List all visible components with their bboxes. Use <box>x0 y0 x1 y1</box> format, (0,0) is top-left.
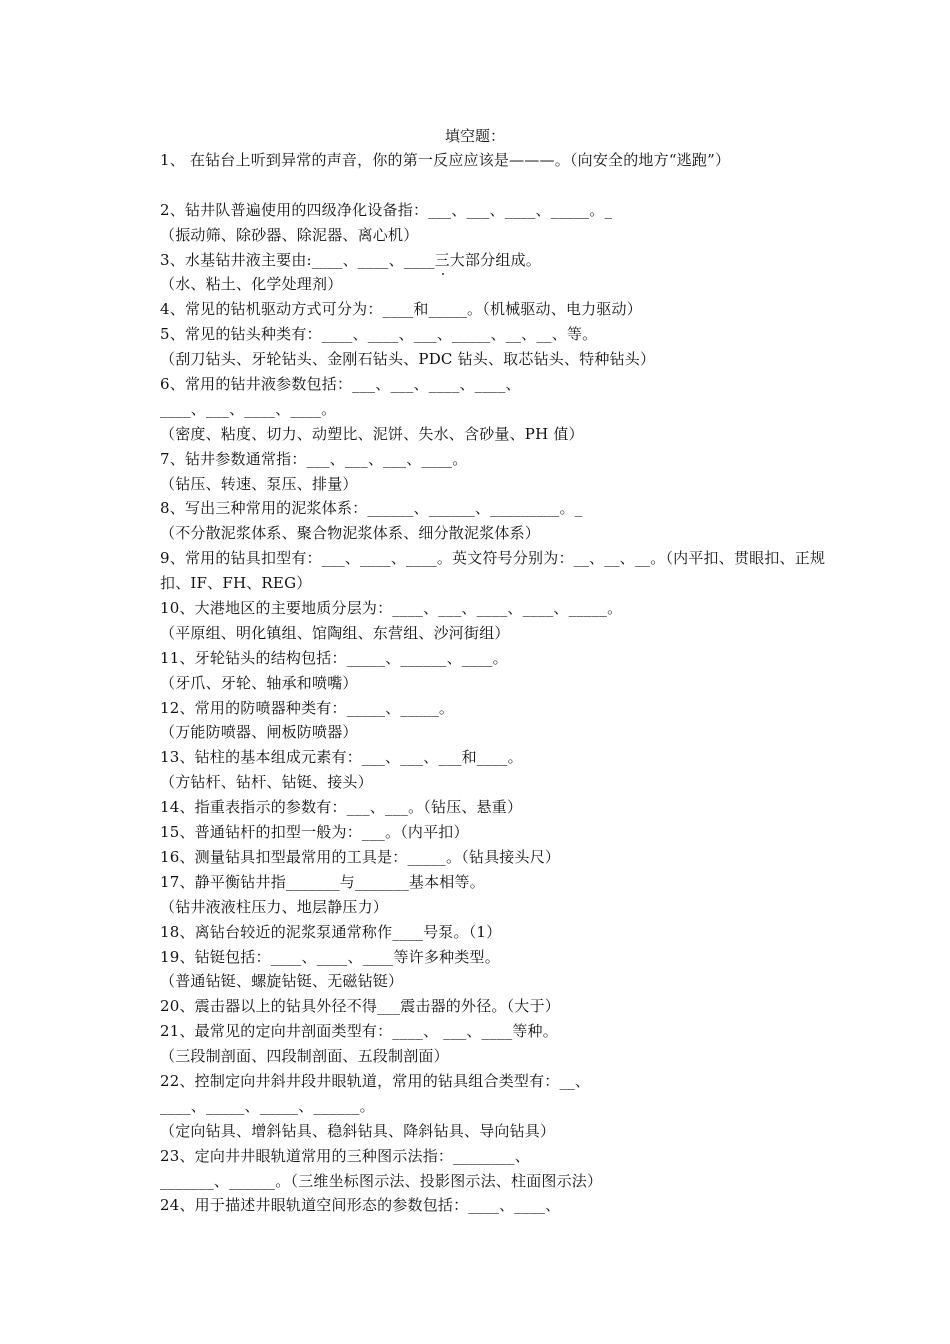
page-title: 填空题： <box>444 127 505 145</box>
question-line: 24、用于描述井眼轨道空间形态的参数包括：____、____、 <box>160 1196 561 1215</box>
question-line: 15、普通钻杆的扣型一般为：___。（内平扣） <box>160 823 469 842</box>
question-line: 13、钻柱的基本组成元素有：___、___、___和____。 <box>160 748 523 767</box>
question-line: 20、震击器以上的钻具外径不得___震击器的外径。（大于） <box>160 997 560 1016</box>
question-line: 16、测量钻具扣型最常用的工具是：_____。（钻具接头尺） <box>160 847 561 866</box>
question-line: ____、_____、_____、______。 <box>160 1096 375 1115</box>
question-line: 19、钻铤包括：____、____、____等许多种类型。 <box>160 947 500 966</box>
question-line: 11、牙轮钻头的结构包括：_____、______、____。 <box>160 648 508 667</box>
answer-line: （钻压、转速、泵压、排量） <box>160 474 358 493</box>
question-line: 21、最常见的定向井剖面类型有：____、 ___、____等种。 <box>160 1022 558 1041</box>
answer-line: （三段制剖面、四段制剖面、五段制剖面） <box>160 1047 449 1066</box>
answer-line: （水、粘土、化学处理剂） <box>160 275 343 294</box>
question-line: 2、钻井队普遍使用的四级净化设备指：___、___、____、_____。_ <box>160 200 613 219</box>
answer-line: （定向钻具、增斜钻具、稳斜钻具、降斜钻具、导向钻具） <box>160 1121 556 1140</box>
question-line: 9、常用的钻具扣型有：___、____、____。英文符号分别为：__、__、__。（内平扣、贯眼扣、正规 <box>160 549 826 568</box>
question-line: 23、定向井井眼轨道常用的三种图示法指：________、 <box>160 1146 530 1165</box>
answer-line: （振动筛、除砂器、除泥器、离心机） <box>160 225 419 244</box>
answer-line: （平原组、明化镇组、馆陶组、东营组、沙河街组） <box>160 623 510 642</box>
question-line: 1、 在钻台上听到异常的声音，你的第一反应应该是———。（向安全的地方“逃跑”） <box>160 151 731 169</box>
question-line: 8、写出三种常用的泥浆体系：______、______、_________。_ <box>160 499 583 518</box>
answer-line: （刮刀钻头、牙轮钻头、金刚石钻头、PDC 钻头、取芯钻头、特种钻头） <box>160 350 656 369</box>
question-line: 5、常见的钻头种类有：____、____、___、_____、__、__、等。 <box>160 325 598 344</box>
answer-line: （方钻杆、钻杆、钻铤、接头） <box>160 773 373 792</box>
question-line: 6、常用的钻井液参数包括：___、___、____、____、 <box>160 375 521 394</box>
answer-line: （不分散泥浆体系、聚合物泥浆体系、细分散泥浆体系） <box>160 524 541 543</box>
question-line: 12、常用的防喷器种类有：_____、_____。 <box>160 698 455 717</box>
question-line: 14、指重表指示的参数有：___、___。（钻压、悬重） <box>160 798 523 817</box>
question-line: 扣、IF、FH、REG） <box>160 574 312 593</box>
question-list <box>160 148 840 1218</box>
answer-line: （牙爪、牙轮、轴承和喷嘴） <box>160 673 358 692</box>
blank-line <box>160 173 840 198</box>
question-line: 17、静平衡钻井指_______与_______基本相等。 <box>160 872 485 891</box>
question-line: 3、水基钻井液主要由:____、____、____三大部分组成。 <box>160 250 541 269</box>
question-line: _______、______。（三维坐标图示法、投影图示法、柱面图示法） <box>160 1171 603 1190</box>
question-line: ____、___、____、____。 <box>160 399 337 418</box>
question-line: 22、控制定向井斜井段井眼轨道，常用的钻具组合类型有：__、 <box>160 1071 591 1090</box>
answer-line: （钻井液液柱压力、地层静压力） <box>160 897 389 916</box>
answer-line: （密度、粘度、切力、动塑比、泥饼、失水、含砂量、PH 值） <box>160 424 584 443</box>
answer-line: （普通钻铤、螺旋钻铤、无磁钻铤） <box>160 972 404 991</box>
question-line: 18、离钻台较近的泥浆泵通常称作____号泵。（1） <box>160 922 502 941</box>
question-line: 10、大港地区的主要地质分层为：____、___、____、____、_____。 <box>160 599 623 618</box>
answer-line: （万能防喷器、闸板防喷器） <box>160 723 358 742</box>
question-line: 4、常见的钻机驱动方式可分为：____和_____。（机械驱动、电力驱动） <box>160 300 642 319</box>
question-line: 7、钻井参数通常指：___、___、___、____。 <box>160 449 468 468</box>
